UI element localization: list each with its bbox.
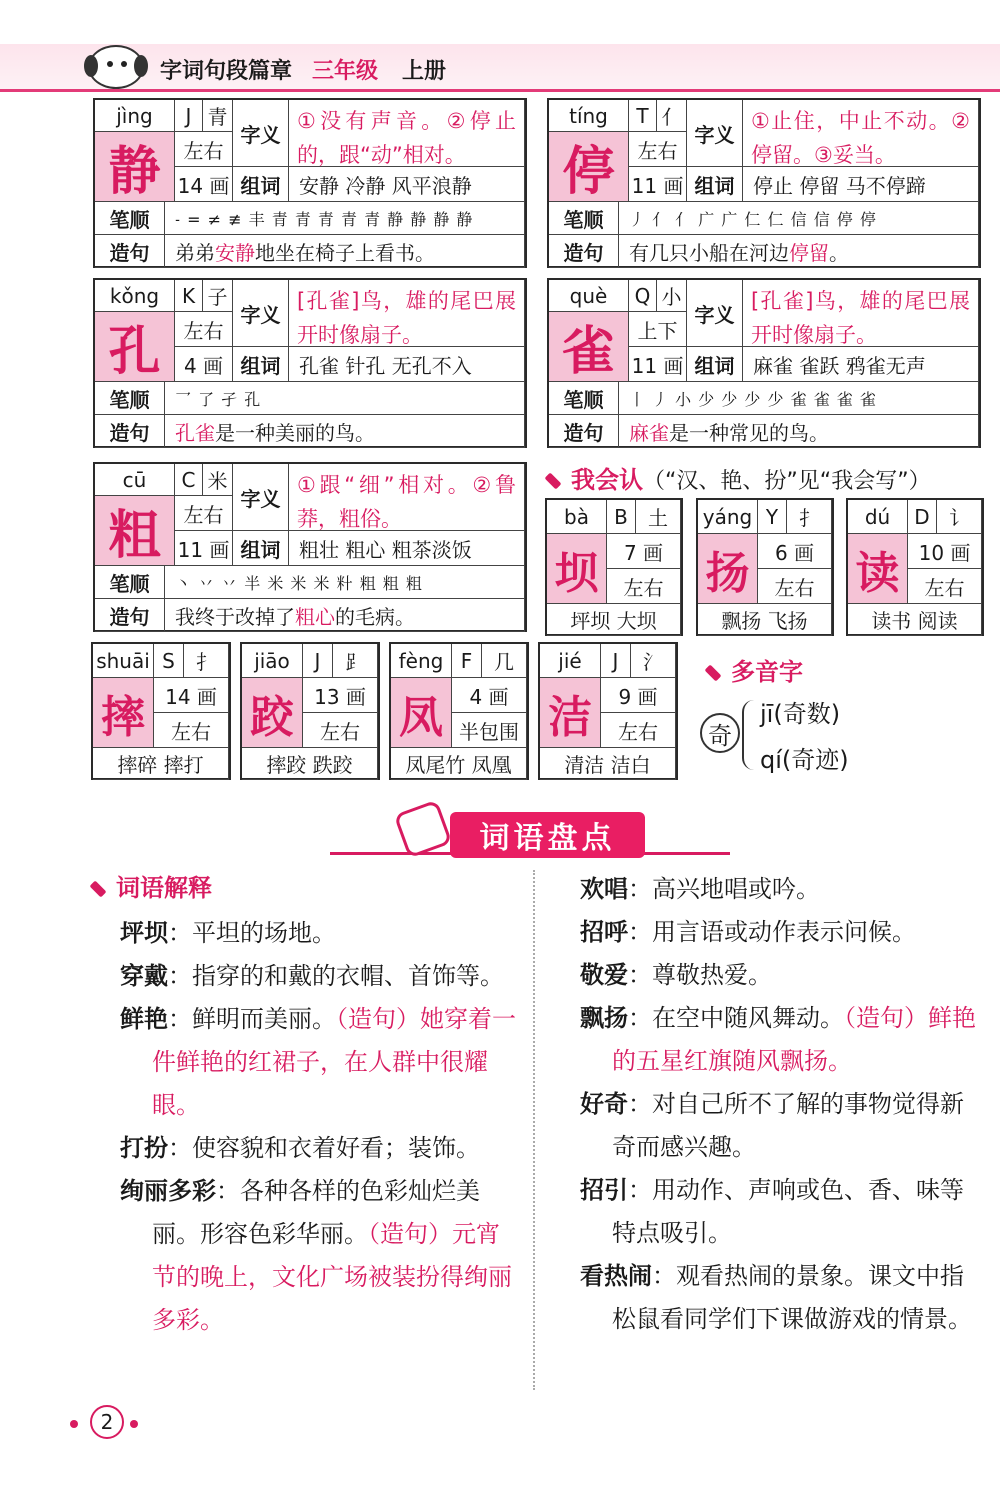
glossary-title: 词语解释: [90, 868, 212, 903]
example-sentence: [619, 235, 979, 268]
meaning-label: 字义: [233, 280, 289, 347]
term: 飘扬: [580, 1004, 628, 1032]
stroke-count: 13 画: [303, 678, 378, 713]
book-series: 字词句段篇章: [160, 59, 293, 84]
term: 欢唱: [580, 875, 628, 903]
char-pinyin: yáng: [698, 500, 758, 534]
pinyin-initial: J: [175, 100, 203, 132]
pinyin-initial: F: [452, 644, 482, 678]
pinyin-initial: T: [629, 100, 657, 132]
char-pinyin: shuāi: [93, 644, 154, 678]
definition: 各种各样的色彩灿烂美丽。形容色彩华丽。: [152, 1177, 480, 1248]
stroke-order-label: 笔顺: [95, 202, 165, 235]
recognize-title: 我会认（“汉、艳、扮”见“我会写”）: [545, 460, 931, 495]
radical: 氵: [631, 644, 676, 678]
structure: 左右: [601, 713, 676, 748]
sentence-label: 造句: [549, 235, 619, 268]
radical: 青: [203, 100, 233, 132]
term: 招引: [580, 1176, 628, 1204]
sentence-part: 有几只小船在河边: [629, 240, 789, 265]
pinyin-initial: C: [175, 464, 203, 496]
pinyin-initial: J: [601, 644, 631, 678]
sentence-part: 孔雀: [175, 420, 215, 445]
definition: 用言语或动作表示问候。: [652, 918, 916, 946]
sentence-part: 。: [829, 240, 849, 265]
radical: 小: [657, 280, 687, 312]
glossary-entry: 打扮：使容貌和衣着好看；装饰。: [120, 1134, 480, 1162]
stroke-order-label: 笔顺: [549, 382, 619, 415]
char-pinyin: cū: [95, 464, 175, 496]
glossary-entry: 绚丽多彩：各种各样的色彩灿烂美丽。形容色彩华丽。（造句）元宵节的晚上，文化广场被装扮得绚丽多彩。: [120, 1177, 512, 1334]
word-list: 读书 阅读: [848, 604, 982, 636]
definition: 在空中随风舞动。: [652, 1004, 844, 1032]
section-banner: 词语盘点: [450, 812, 645, 858]
big-character: 洁: [540, 678, 601, 748]
big-character: 摔: [93, 678, 154, 748]
char-pinyin: kǒng: [95, 280, 175, 312]
pencil-icon: [90, 881, 107, 898]
definition: 观看热闹的景象。课文中指松鼠看同学们下课做游戏的情景。: [612, 1262, 972, 1333]
word-list: 安静 冷静 风平浪静: [289, 167, 525, 202]
polyphone-reading-1: jī(奇数): [760, 700, 841, 728]
word-list: 粗壮 粗心 粗茶淡饭: [289, 531, 525, 566]
radical: 米: [203, 464, 233, 496]
structure: 半包围: [452, 713, 527, 748]
mascot-icon: [88, 45, 144, 89]
stroke-count: 11 画: [629, 167, 687, 202]
big-character: 雀: [549, 312, 629, 382]
sentence-label: 造句: [95, 235, 165, 268]
example: （造句）鲜艳的五星红旗随风飘扬。: [612, 1004, 976, 1075]
stroke-count: 6 画: [758, 534, 832, 569]
polyphone-char: 奇: [700, 713, 740, 753]
example: （造句）她穿着一件鲜艳的红裙子，在人群中很耀眼。: [152, 1005, 516, 1119]
stroke-order: 丨 丿 小 少 少 少 少 雀 雀 雀 雀: [619, 382, 979, 415]
stroke-count: 11 画: [629, 347, 687, 382]
words-label: 组词: [233, 347, 289, 382]
term: 好奇: [580, 1090, 628, 1118]
meaning-label: 字义: [687, 100, 743, 167]
word-list: 坪坝 大坝: [547, 604, 681, 636]
stroke-order: 丿 亻 亻 广 广 仁 仁 信 信 停 停: [619, 202, 979, 235]
char-pinyin: què: [549, 280, 629, 312]
sentence-label: 造句: [549, 415, 619, 448]
definition: 对自己所不了解的事物觉得新奇而感兴趣。: [612, 1090, 964, 1161]
pencil-icon: [705, 665, 722, 682]
char-pinyin: bà: [547, 500, 607, 534]
char-pinyin: jiāo: [242, 644, 303, 678]
small-char-card: [91, 642, 231, 780]
stroke-order-label: 笔顺: [549, 202, 619, 235]
pencil-icon: [545, 473, 562, 490]
glossary-entry: 招引：用动作、声响或色、香、味等特点吸引。: [580, 1176, 964, 1247]
sentence-part: 我终于改掉了: [175, 604, 295, 629]
words-label: 组词: [687, 347, 743, 382]
stroke-order: ˗ = ≠ ≢ 丰 青 青 青 青 青 静 静 静 静: [165, 202, 525, 235]
glossary-entry: 欢唱：高兴地唱或吟。: [580, 875, 820, 903]
term: 鲜艳: [120, 1005, 168, 1033]
sentence-part: 粗心: [295, 604, 335, 629]
big-character: 粗: [95, 496, 175, 566]
char-card: [547, 278, 981, 448]
sentence-part: 弟弟: [175, 240, 215, 265]
stroke-order: 丶 丷 丷 半 米 米 米 籵 粗 粗 粗: [165, 566, 525, 599]
polyphone-reading-2: qí(奇迹): [760, 746, 849, 774]
sentence-part: 安静: [215, 240, 255, 265]
words-label: 组词: [233, 531, 289, 566]
example-sentence: [165, 235, 525, 268]
meaning: [孔雀]鸟，雄的尾巴展开时像扇子。: [289, 280, 525, 347]
radical: 亻: [657, 100, 687, 132]
example: （造句）元宵节的晚上，文化广场被装扮得绚丽多彩。: [152, 1220, 512, 1334]
char-card: [93, 98, 527, 268]
char-pinyin: tíng: [549, 100, 629, 132]
sentence-part: 麻雀: [629, 420, 669, 445]
word-list: 孔雀 针孔 无孔不入: [289, 347, 525, 382]
structure: 左右: [175, 496, 233, 531]
big-character: 跤: [242, 678, 303, 748]
structure: 左右: [303, 713, 378, 748]
glossary-entry: 好奇：对自己所不了解的事物觉得新奇而感兴趣。: [580, 1090, 964, 1161]
definition: 使容貌和衣着好看；装饰。: [192, 1134, 480, 1162]
stroke-count: 4 画: [452, 678, 527, 713]
pinyin-initial: S: [154, 644, 184, 678]
big-character: 坝: [547, 534, 607, 604]
structure: 左右: [908, 569, 982, 604]
glossary-right-column: [580, 868, 980, 1341]
glossary-entry: 看热闹：观看热闹的景象。课文中指松鼠看同学们下课做游戏的情景。: [580, 1262, 972, 1333]
radical: 扌: [184, 644, 229, 678]
volume: 上册: [402, 59, 447, 84]
small-char-card: [240, 642, 380, 780]
sentence-part: 的毛病。: [335, 604, 415, 629]
page-dot: [70, 1420, 78, 1428]
sentence-label: 造句: [95, 415, 165, 448]
meaning: ①没有声音。②停止的，跟“动”相对。: [289, 100, 525, 167]
page-dot: [130, 1420, 138, 1428]
term: 绚丽多彩: [120, 1177, 216, 1205]
pinyin-initial: Y: [758, 500, 787, 534]
radical: 扌: [787, 500, 832, 534]
header-divider: [0, 89, 1000, 92]
pinyin-initial: J: [303, 644, 333, 678]
example-sentence: [619, 415, 979, 448]
char-pinyin: dú: [848, 500, 908, 534]
glossary-entry: 鲜艳：鲜明而美丽。（造句）她穿着一件鲜艳的红裙子，在人群中很耀眼。: [120, 1005, 516, 1119]
term: 招呼: [580, 918, 628, 946]
char-card: [93, 278, 527, 448]
stroke-count: 10 画: [908, 534, 982, 569]
big-character: 读: [848, 534, 908, 604]
meaning: ①跟“细”相对。②鲁莽，粗俗。: [289, 464, 525, 531]
glossary-entry: 坪坝：平坦的场地。: [120, 919, 336, 947]
pinyin-initial: D: [908, 500, 937, 534]
polyphone-brace: [742, 700, 756, 770]
meaning-label: 字义: [687, 280, 743, 347]
term: 穿戴: [120, 962, 168, 990]
big-character: 停: [549, 132, 629, 202]
char-pinyin: fèng: [391, 644, 452, 678]
definition: 平坦的场地。: [192, 919, 336, 947]
example-sentence: [165, 415, 525, 448]
stroke-count: 7 画: [607, 534, 681, 569]
radical: 讠: [937, 500, 982, 534]
sentence-part: 地坐在椅子上看书。: [255, 240, 435, 265]
small-char-card: [545, 498, 683, 636]
big-character: 静: [95, 132, 175, 202]
definition: 高兴地唱或吟。: [652, 875, 820, 903]
big-character: 孔: [95, 312, 175, 382]
meaning-label: 字义: [233, 100, 289, 167]
radical: ⻊: [333, 644, 378, 678]
column-divider: [533, 870, 535, 1390]
big-character: 凤: [391, 678, 452, 748]
char-card: [547, 98, 981, 268]
pinyin-initial: K: [175, 280, 203, 312]
structure: 左右: [629, 132, 687, 167]
glossary-left-column: [120, 912, 520, 1342]
pinyin-initial: B: [607, 500, 636, 534]
stroke-count: 4 画: [175, 347, 233, 382]
sentence-part: 是一种美丽的鸟。: [215, 420, 375, 445]
char-pinyin: jìng: [95, 100, 175, 132]
small-char-card: [538, 642, 678, 780]
term: 坪坝: [120, 919, 168, 947]
word-list: 麻雀 雀跃 鸦雀无声: [743, 347, 979, 382]
word-list: 摔跤 跌跤: [242, 748, 378, 780]
glossary-entry: 敬爱：尊敬热爱。: [580, 961, 772, 989]
stroke-count: 14 画: [175, 167, 233, 202]
header-bar: [0, 44, 1000, 92]
page-number: 2: [90, 1405, 124, 1439]
small-char-card: [389, 642, 529, 780]
definition: 指穿的和戴的衣帽、首饰等。: [192, 962, 504, 990]
glossary-entry: 穿戴：指穿的和戴的衣帽、首饰等。: [120, 962, 504, 990]
glossary-entry: 飘扬：在空中随风舞动。（造句）鲜艳的五星红旗随风飘扬。: [580, 1004, 976, 1075]
word-list: 飘扬 飞扬: [698, 604, 832, 636]
stroke-order-label: 笔顺: [95, 566, 165, 599]
word-list: 清洁 洁白: [540, 748, 676, 780]
char-pinyin: jié: [540, 644, 601, 678]
grade: 三年级: [312, 59, 379, 84]
radical: 几: [482, 644, 527, 678]
structure: 左右: [154, 713, 229, 748]
stroke-count: 14 画: [154, 678, 229, 713]
word-list: 凤尾竹 凤凰: [391, 748, 527, 780]
polyphone-title: 多音字: [705, 652, 803, 687]
stroke-count: 9 画: [601, 678, 676, 713]
definition: 鲜明而美丽。: [192, 1005, 336, 1033]
example-sentence: [165, 599, 525, 632]
radical: 土: [636, 500, 681, 534]
char-card: [93, 462, 527, 632]
banner-badge-icon: [394, 800, 453, 859]
words-label: 组词: [233, 167, 289, 202]
pinyin-initial: Q: [629, 280, 657, 312]
sentence-part: 是一种常见的鸟。: [669, 420, 829, 445]
sentence-label: 造句: [95, 599, 165, 632]
big-character: 扬: [698, 534, 758, 604]
structure: 左右: [175, 132, 233, 167]
definition: 用动作、声响或色、香、味等特点吸引。: [612, 1176, 964, 1247]
definition: 尊敬热爱。: [652, 961, 772, 989]
meaning-label: 字义: [233, 464, 289, 531]
term: 敬爱: [580, 961, 628, 989]
stroke-order-label: 笔顺: [95, 382, 165, 415]
radical: 子: [203, 280, 233, 312]
word-list: 摔碎 摔打: [93, 748, 229, 780]
sentence-part: 停留: [789, 240, 829, 265]
glossary-entry: 招呼：用言语或动作表示问候。: [580, 918, 916, 946]
term: 看热闹: [580, 1262, 652, 1290]
term: 打扮: [120, 1134, 168, 1162]
structure: 左右: [175, 312, 233, 347]
word-list: 停止 停留 马不停蹄: [743, 167, 979, 202]
words-label: 组词: [687, 167, 743, 202]
small-char-card: [696, 498, 834, 636]
small-char-card: [846, 498, 984, 636]
meaning: ①止住，中止不动。②停留。③妥当。: [743, 100, 979, 167]
meaning: [孔雀]鸟，雄的尾巴展开时像扇子。: [743, 280, 979, 347]
structure: 上下: [629, 312, 687, 347]
stroke-order: 乛 了 孑 孔: [165, 382, 525, 415]
structure: 左右: [758, 569, 832, 604]
structure: 左右: [607, 569, 681, 604]
stroke-count: 11 画: [175, 531, 233, 566]
